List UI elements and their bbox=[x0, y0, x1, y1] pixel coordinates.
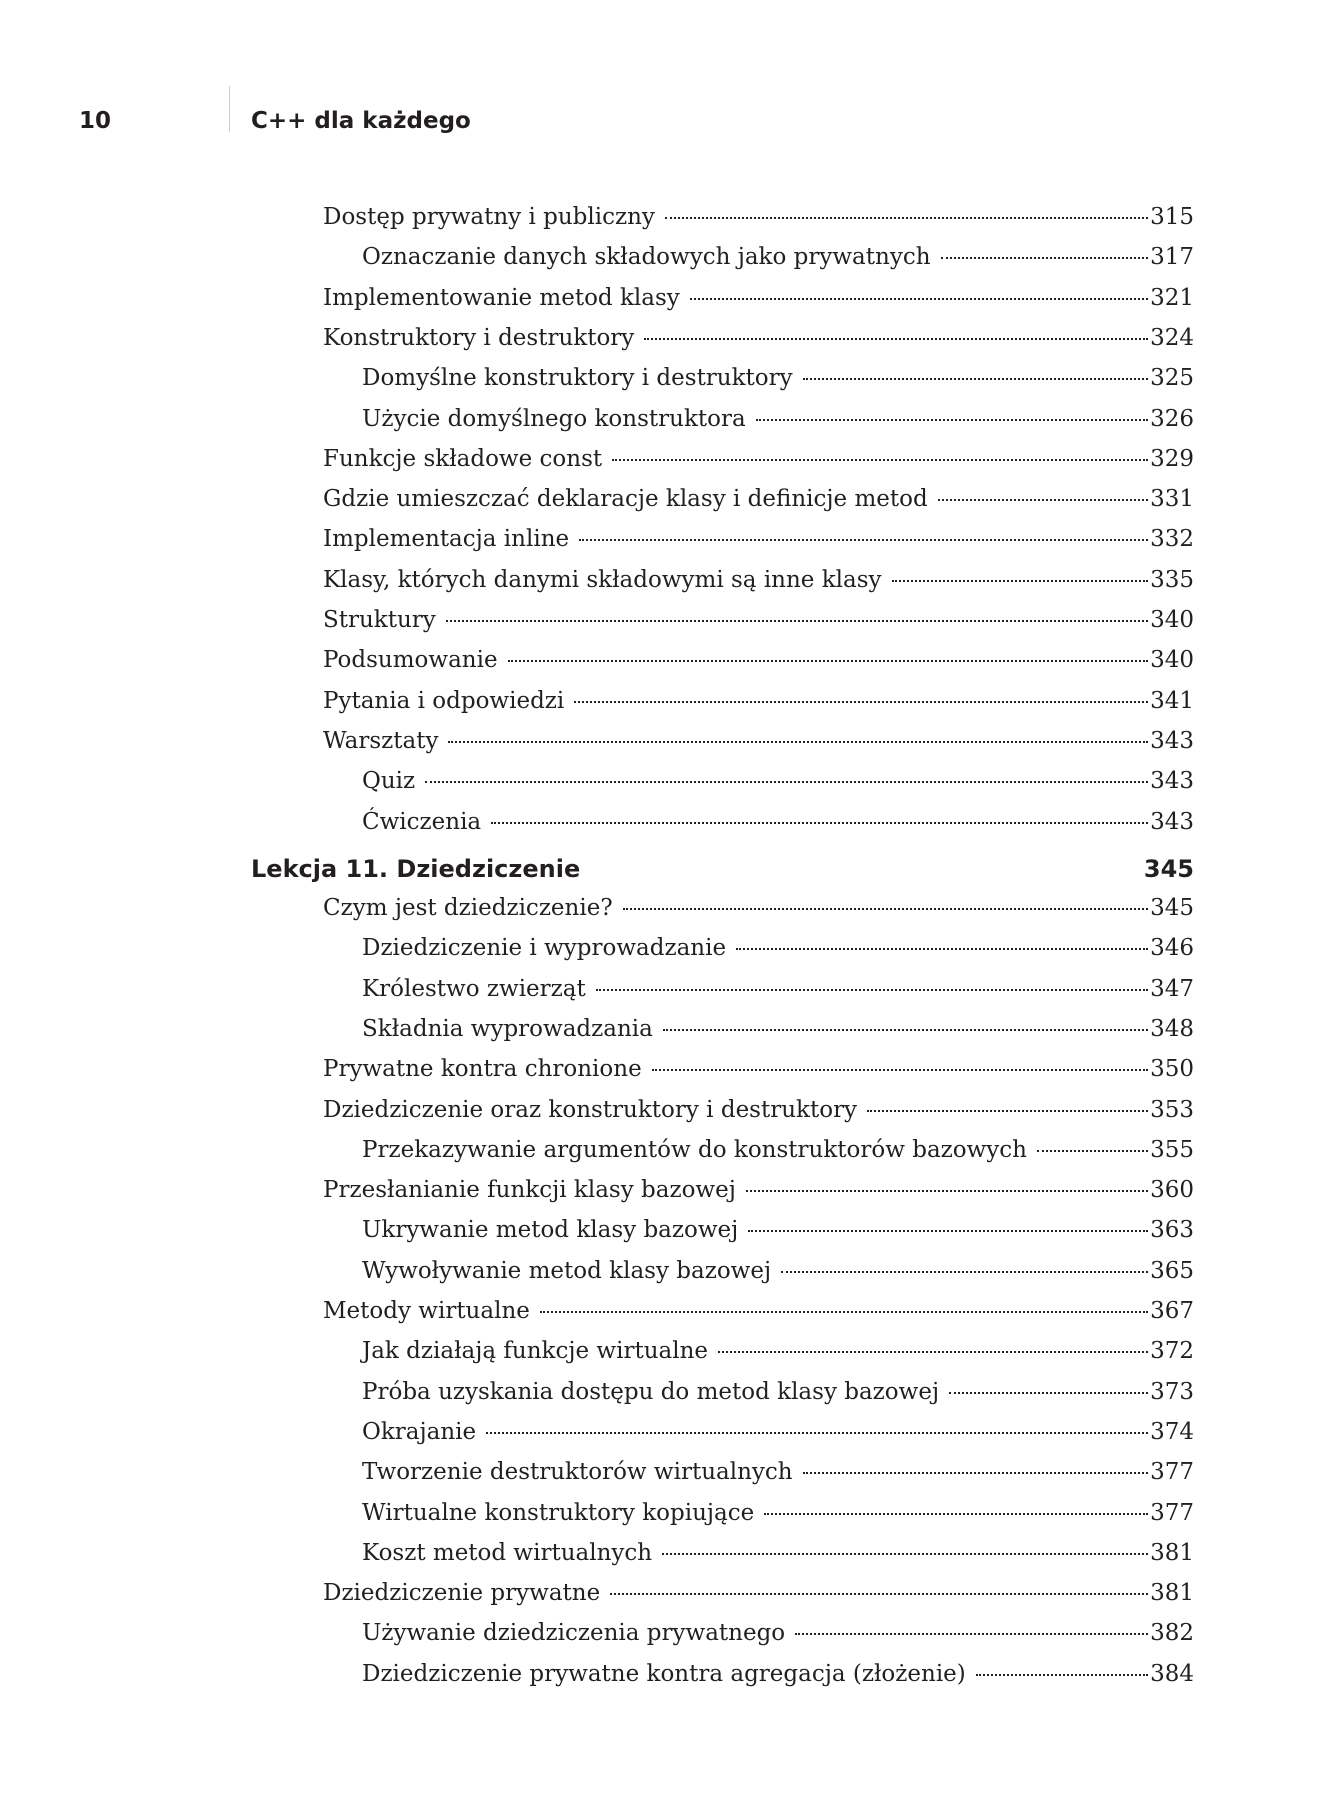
toc-entry bbox=[323, 486, 1194, 526]
toc-entry-title: Konstruktory i destruktory bbox=[323, 325, 635, 351]
toc-entry-page: 381 bbox=[1150, 1580, 1194, 1606]
toc-entry-title: Metody wirtualne bbox=[323, 1298, 530, 1324]
toc-entry bbox=[362, 1379, 1194, 1419]
toc-leader-dots bbox=[1037, 1150, 1148, 1152]
toc-entry-title: Czym jest dziedziczenie? bbox=[323, 895, 613, 921]
toc-entry-title: Domyślne konstruktory i destruktory bbox=[362, 365, 793, 391]
toc-entry-title: Królestwo zwierząt bbox=[362, 976, 586, 1002]
toc-entry-page: 343 bbox=[1150, 768, 1194, 794]
toc-leader-dots bbox=[938, 499, 1148, 501]
toc-entry-title: Wywoływanie metod klasy bazowej bbox=[362, 1258, 772, 1284]
toc-entry-title: Tworzenie destruktorów wirtualnych bbox=[362, 1459, 793, 1485]
toc-entry bbox=[362, 935, 1194, 975]
toc-entry-page: 345 bbox=[1143, 855, 1194, 883]
toc-leader-dots bbox=[663, 1029, 1148, 1031]
toc-entry-title: Ćwiczenia bbox=[362, 809, 482, 835]
toc-entry bbox=[323, 1177, 1194, 1217]
header-divider bbox=[229, 86, 230, 132]
toc-entry bbox=[362, 1540, 1194, 1580]
toc-entry-title: Przesłanianie funkcji klasy bazowej bbox=[323, 1177, 736, 1203]
toc-entry-title: Składnia wyprowadzania bbox=[362, 1016, 653, 1042]
toc-entry-page: 324 bbox=[1150, 325, 1194, 351]
toc-entry-page: 372 bbox=[1150, 1338, 1194, 1364]
toc-entry-title: Implementacja inline bbox=[323, 526, 570, 552]
toc-entry-page: 350 bbox=[1150, 1056, 1194, 1082]
toc-entry-title: Pytania i odpowiedzi bbox=[323, 688, 565, 714]
toc-leader-dots bbox=[781, 1271, 1148, 1273]
toc-entry-page: 367 bbox=[1150, 1298, 1194, 1324]
toc-entry-page: 335 bbox=[1150, 567, 1194, 593]
toc-leader-dots bbox=[486, 1432, 1148, 1434]
toc-entry bbox=[323, 688, 1194, 728]
toc-entry-page: 363 bbox=[1150, 1217, 1194, 1243]
toc-entry bbox=[362, 1338, 1194, 1378]
toc-entry-page: 343 bbox=[1150, 809, 1194, 835]
toc-entry-page: 341 bbox=[1150, 688, 1194, 714]
toc-entry-title: Dziedziczenie oraz konstruktory i destruktory bbox=[323, 1097, 858, 1123]
toc-leader-dots bbox=[446, 620, 1148, 622]
toc-entry-title: Gdzie umieszczać deklaracje klasy i definicje metod bbox=[323, 486, 928, 512]
toc-leader-dots bbox=[764, 1513, 1148, 1515]
toc-entry-title: Quiz bbox=[362, 768, 416, 794]
toc-entry-title: Przekazywanie argumentów do konstruktorów bazowych bbox=[362, 1137, 1027, 1163]
toc-entry-page: 315 bbox=[1150, 204, 1194, 230]
toc-entry-title: Prywatne kontra chronione bbox=[323, 1056, 642, 1082]
toc-entry bbox=[323, 895, 1194, 935]
toc-leader-dots bbox=[803, 1472, 1149, 1474]
toc-entry bbox=[323, 728, 1194, 768]
book-title: C++ dla każdego bbox=[251, 108, 471, 134]
toc-entry-page: 343 bbox=[1150, 728, 1194, 754]
toc-entry-page: 325 bbox=[1150, 365, 1194, 391]
toc-entry-page: 381 bbox=[1150, 1540, 1194, 1566]
toc-entry bbox=[362, 1459, 1194, 1499]
toc-entry bbox=[323, 567, 1194, 607]
toc-entry-title: Oznaczanie danych składowych jako prywatnych bbox=[362, 244, 931, 270]
toc-entry bbox=[362, 1620, 1194, 1660]
toc-leader-dots bbox=[596, 989, 1148, 991]
toc-leader-dots bbox=[574, 701, 1148, 703]
toc-entry-page: 373 bbox=[1150, 1379, 1194, 1405]
toc-entry bbox=[362, 406, 1194, 446]
toc-entry bbox=[323, 647, 1194, 687]
toc-entry-page: 382 bbox=[1150, 1620, 1194, 1646]
toc-leader-dots bbox=[718, 1351, 1148, 1353]
toc-entry bbox=[362, 1500, 1194, 1540]
toc-entry bbox=[362, 1016, 1194, 1056]
toc-leader-dots bbox=[610, 1593, 1148, 1595]
toc-entry-page: 384 bbox=[1150, 1661, 1194, 1687]
toc-entry bbox=[362, 1217, 1194, 1257]
toc-entry-page: 377 bbox=[1150, 1459, 1194, 1485]
toc-leader-dots bbox=[795, 1633, 1148, 1635]
toc-leader-dots bbox=[867, 1110, 1148, 1112]
toc-entry-page: 377 bbox=[1150, 1500, 1194, 1526]
toc-entry-page: 329 bbox=[1150, 446, 1194, 472]
toc-leader-dots bbox=[652, 1069, 1148, 1071]
toc-entry-page: 353 bbox=[1150, 1097, 1194, 1123]
toc-leader-dots bbox=[892, 580, 1149, 582]
toc-entry-title: Użycie domyślnego konstruktora bbox=[362, 406, 746, 432]
toc-entry-page: 355 bbox=[1150, 1137, 1194, 1163]
toc-entry bbox=[362, 1258, 1194, 1298]
toc-entry-page: 326 bbox=[1150, 406, 1194, 432]
page-number: 10 bbox=[79, 108, 112, 134]
toc-entry-title: Jak działają funkcje wirtualne bbox=[362, 1338, 709, 1364]
toc-entry-page: 347 bbox=[1150, 976, 1194, 1002]
toc-entry bbox=[362, 809, 1194, 849]
toc-entry-title: Dziedziczenie i wyprowadzanie bbox=[362, 935, 727, 961]
toc-entry-title: Warsztaty bbox=[323, 728, 439, 754]
toc-entry bbox=[323, 1097, 1194, 1137]
toc-entry bbox=[362, 1419, 1194, 1459]
toc-leader-dots bbox=[644, 338, 1148, 340]
toc-entry bbox=[362, 768, 1194, 808]
toc-entry bbox=[323, 204, 1194, 244]
toc-leader-dots bbox=[949, 1392, 1148, 1394]
toc-entry-page: 374 bbox=[1150, 1419, 1194, 1445]
toc-entry bbox=[362, 244, 1194, 284]
toc-leader-dots bbox=[748, 1230, 1148, 1232]
toc-leader-dots bbox=[612, 459, 1148, 461]
running-header bbox=[0, 98, 1339, 138]
toc-leader-dots bbox=[662, 1553, 1148, 1555]
toc-entry-title: Podsumowanie bbox=[323, 647, 498, 673]
toc-entry bbox=[362, 1661, 1194, 1701]
toc-leader-dots bbox=[491, 822, 1148, 824]
toc-entry-title: Ukrywanie metod klasy bazowej bbox=[362, 1217, 739, 1243]
toc-entry bbox=[362, 976, 1194, 1016]
toc-chapter-heading bbox=[251, 855, 1194, 895]
toc-leader-dots bbox=[756, 419, 1148, 421]
toc-leader-dots bbox=[746, 1190, 1148, 1192]
toc-leader-dots bbox=[425, 781, 1148, 783]
toc-entry-title: Dostęp prywatny i publiczny bbox=[323, 204, 655, 230]
toc-entry bbox=[362, 365, 1194, 405]
toc-entry-page: 321 bbox=[1150, 285, 1194, 311]
toc-leader-dots bbox=[623, 908, 1148, 910]
toc-entry-title: Używanie dziedziczenia prywatnego bbox=[362, 1620, 786, 1646]
toc-entry-page: 348 bbox=[1150, 1016, 1194, 1042]
toc-entry-page: 340 bbox=[1150, 607, 1194, 633]
toc-leader-dots bbox=[941, 257, 1149, 259]
toc-entry bbox=[323, 446, 1194, 486]
toc-leader-dots bbox=[540, 1311, 1148, 1313]
toc-entry-page: 365 bbox=[1150, 1258, 1194, 1284]
toc-entry-title: Dziedziczenie prywatne bbox=[323, 1580, 601, 1606]
toc-leader-dots bbox=[665, 217, 1148, 219]
toc-leader-dots bbox=[448, 741, 1148, 743]
toc-entry bbox=[323, 325, 1194, 365]
toc-entry-page: 346 bbox=[1150, 935, 1194, 961]
toc-leader-dots bbox=[690, 298, 1148, 300]
toc-entry-page: 331 bbox=[1150, 486, 1194, 512]
toc-entry-title: Okrajanie bbox=[362, 1419, 477, 1445]
toc-entry-page: 340 bbox=[1150, 647, 1194, 673]
toc-entry-page: 345 bbox=[1150, 895, 1194, 921]
toc-entry bbox=[323, 1580, 1194, 1620]
toc-entry bbox=[323, 1298, 1194, 1338]
toc-entry-title: Próba uzyskania dostępu do metod klasy bazowej bbox=[362, 1379, 940, 1405]
toc-entry-title: Dziedziczenie prywatne kontra agregacja (złożenie) bbox=[362, 1661, 966, 1687]
toc-entry bbox=[362, 1137, 1194, 1177]
toc-entry-title: Struktury bbox=[323, 607, 436, 633]
toc-entry-page: 332 bbox=[1150, 526, 1194, 552]
toc-leader-dots bbox=[976, 1674, 1148, 1676]
toc-entry-title: Wirtualne konstruktory kopiujące bbox=[362, 1500, 755, 1526]
toc-entry-title: Klasy, których danymi składowymi są inne klasy bbox=[323, 567, 882, 593]
toc-entry-title: Lekcja 11. Dziedziczenie bbox=[251, 855, 581, 883]
toc-entry bbox=[323, 607, 1194, 647]
toc-leader-dots bbox=[736, 948, 1148, 950]
toc-entry-page: 317 bbox=[1150, 244, 1194, 270]
toc-entry bbox=[323, 526, 1194, 566]
toc-entry-title: Koszt metod wirtualnych bbox=[362, 1540, 653, 1566]
toc-entry-page: 360 bbox=[1150, 1177, 1194, 1203]
toc-entry bbox=[323, 285, 1194, 325]
toc-leader-dots bbox=[803, 378, 1148, 380]
toc-leader-dots bbox=[579, 539, 1148, 541]
toc-entry-title: Implementowanie metod klasy bbox=[323, 285, 680, 311]
toc-entry bbox=[323, 1056, 1194, 1096]
toc-leader-dots bbox=[508, 660, 1149, 662]
toc-entry-title: Funkcje składowe const bbox=[323, 446, 603, 472]
